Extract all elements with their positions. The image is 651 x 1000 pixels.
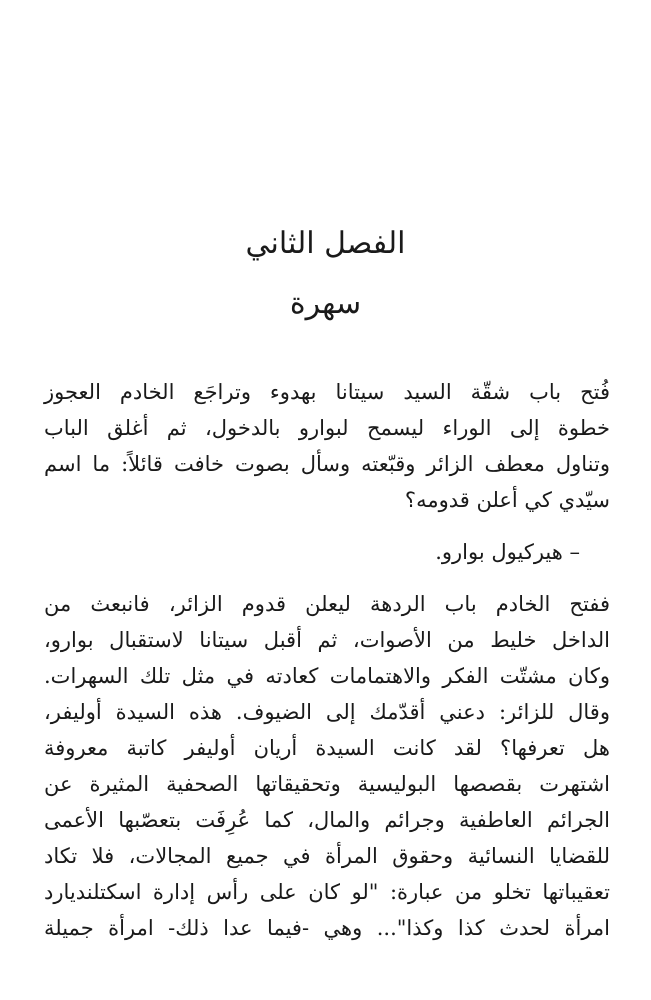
chapter-subtitle: سهرة	[289, 286, 362, 321]
paragraph-gap	[44, 570, 610, 586]
text-line: هل تعرفها؟ لقد كانت السيدة أريان أوليفر كاتبة معروفة	[44, 736, 610, 760]
chapter-body	[44, 374, 610, 946]
paragraph	[44, 534, 610, 570]
text-line: للقضايا النسائية وحقوق المرأة في جميع المجالات، فلا تكاد	[44, 844, 610, 868]
text-line: وكان مشتّت الفكر والاهتمامات كعادته في مثل تلك السهرات.	[44, 664, 610, 688]
paragraph-gap	[44, 518, 610, 534]
text-line: الجرائم العاطفية وجرائم والمال، كما عُرِفَت بتعصّبها الأعمى	[44, 808, 610, 832]
text-line: تعقيباتها تخلو من عبارة: "لو كان على رأس إدارة اسكتلنديارد	[44, 880, 610, 904]
text-line: اشتهرت بقصصها البوليسية وتحقيقاتها الصحفية المثيرة عن	[44, 772, 610, 796]
paragraph	[44, 374, 610, 518]
text-line: خطوة إلى الوراء ليسمح لبوارو بالدخول، ثم أغلق الباب	[44, 416, 610, 440]
paragraph	[44, 586, 610, 946]
text-line: الداخل خليط من الأصوات، ثم أقبل سيتانا لاستقبال بوارو،	[44, 628, 610, 652]
chapter-title: الفصل الثاني	[245, 226, 406, 261]
text-line: ففتح الخادم باب الردهة ليعلن قدوم الزائر، فانبعث من	[44, 592, 610, 616]
text-line: وتناول معطف الزائر وقبّعته وسأل بصوت خافت قائلاً: ما اسم	[44, 452, 610, 476]
text-line: سيّدي كي أعلن قدومه؟	[404, 488, 610, 512]
text-line: فُتح باب شقّة السيد سيتانا بهدوء وتراجَع الخادم العجوز	[44, 380, 610, 404]
text-line: امرأة لحدث كذا وكذا"... وهي -فيما عدا ذلك- امرأة جميلة	[44, 916, 610, 940]
text-line: وقال للزائر: دعني أقدّمك إلى الضيوف. هذه السيدة أوليفر،	[44, 700, 610, 724]
dialogue-line: – هيركيول بوارو.	[435, 540, 580, 564]
